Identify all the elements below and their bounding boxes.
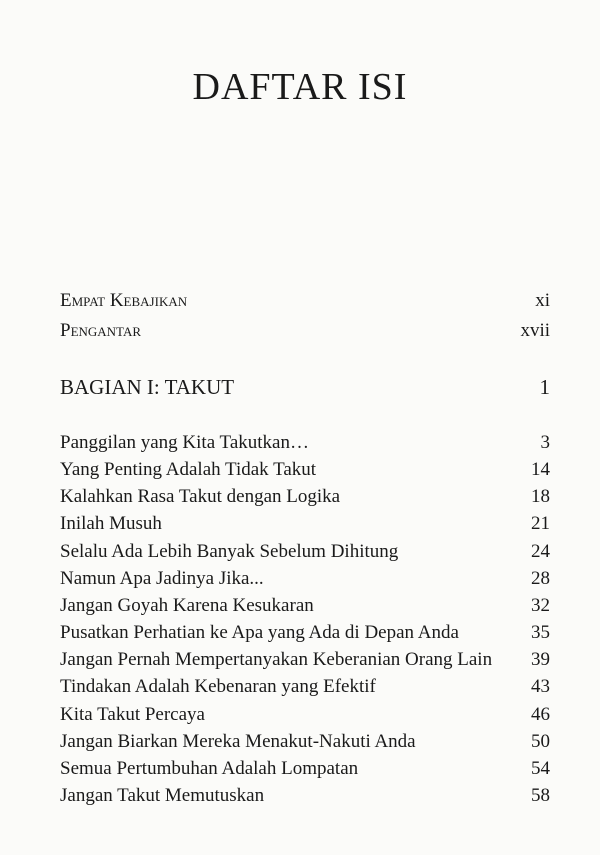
toc-entry-label: Jangan Biarkan Mereka Menakut-Nakuti Anda <box>60 730 416 752</box>
toc-entry[interactable] <box>60 648 550 672</box>
toc-entry[interactable] <box>60 458 550 482</box>
toc-entry-page: xvii <box>520 320 550 341</box>
part-label: BAGIAN I: TAKUT <box>60 375 235 399</box>
toc-entry-page: 21 <box>531 513 550 535</box>
toc-entry[interactable] <box>60 485 550 509</box>
toc-entry-page: 46 <box>531 703 550 725</box>
toc-entry-page: 28 <box>531 567 550 589</box>
toc-entry-page: 39 <box>531 649 550 671</box>
toc-entry-page: 43 <box>531 676 550 698</box>
toc-entry[interactable] <box>60 431 550 455</box>
toc-entry-empat-kebajikan[interactable] <box>60 289 550 313</box>
toc-entry[interactable] <box>60 540 550 564</box>
toc-entry-label: Selalu Ada Lebih Banyak Sebelum Dihitung <box>60 540 399 562</box>
toc-entry-page: 3 <box>540 432 550 453</box>
toc-entry[interactable] <box>60 784 550 808</box>
toc-entry-page: 32 <box>531 594 550 616</box>
toc-entry-label: Inilah Musuh <box>60 513 162 535</box>
toc-entry[interactable] <box>60 512 550 536</box>
toc-entry[interactable] <box>60 675 550 699</box>
toc-entry-label: Jangan Pernah Mempertanyakan Keberanian Orang Lain <box>60 649 493 671</box>
toc-part-heading[interactable] <box>60 375 550 399</box>
toc-entry-label: Jangan Takut Memutuskan <box>60 784 265 806</box>
toc-entry-page: xi <box>535 290 550 311</box>
toc-entry-label: Panggilan yang Kita Takutkan… <box>60 432 309 453</box>
toc-entry[interactable] <box>60 567 550 591</box>
toc-entry[interactable] <box>60 703 550 727</box>
toc-entry-page: 14 <box>531 459 550 481</box>
toc-entry-label: Empat Kebajikan <box>60 290 188 311</box>
toc-entry-page: 35 <box>531 622 550 644</box>
toc-entry[interactable] <box>60 621 550 645</box>
toc-entry-pengantar[interactable] <box>60 319 550 343</box>
toc-entry-page: 24 <box>531 540 550 562</box>
part-page: 1 <box>539 375 550 399</box>
toc-entry-label: Namun Apa Jadinya Jika... <box>60 567 264 589</box>
toc-entry-label: Kalahkan Rasa Takut dengan Logika <box>60 486 341 508</box>
toc-entry-label: Kita Takut Percaya <box>60 703 205 725</box>
toc-entry[interactable] <box>60 594 550 618</box>
toc-entry-label: Yang Penting Adalah Tidak Takut <box>60 459 317 481</box>
toc-entry[interactable] <box>60 730 550 754</box>
toc-entry-page: 18 <box>531 486 550 508</box>
toc-entry-page: 54 <box>531 757 550 779</box>
toc-entry-label: Pusatkan Perhatian ke Apa yang Ada di Depan Anda <box>60 622 459 644</box>
toc-entry-page: 50 <box>531 730 550 752</box>
toc-entry-label: Pengantar <box>60 320 142 341</box>
page-title: DAFTAR ISI <box>192 66 408 109</box>
toc-entry-page: 58 <box>531 784 550 806</box>
toc-entry-label: Jangan Goyah Karena Kesukaran <box>60 594 314 616</box>
toc-entry-label: Tindakan Adalah Kebenaran yang Efektif <box>60 676 376 698</box>
toc-entry[interactable] <box>60 757 550 781</box>
toc-entry-label: Semua Pertumbuhan Adalah Lompatan <box>60 757 359 779</box>
